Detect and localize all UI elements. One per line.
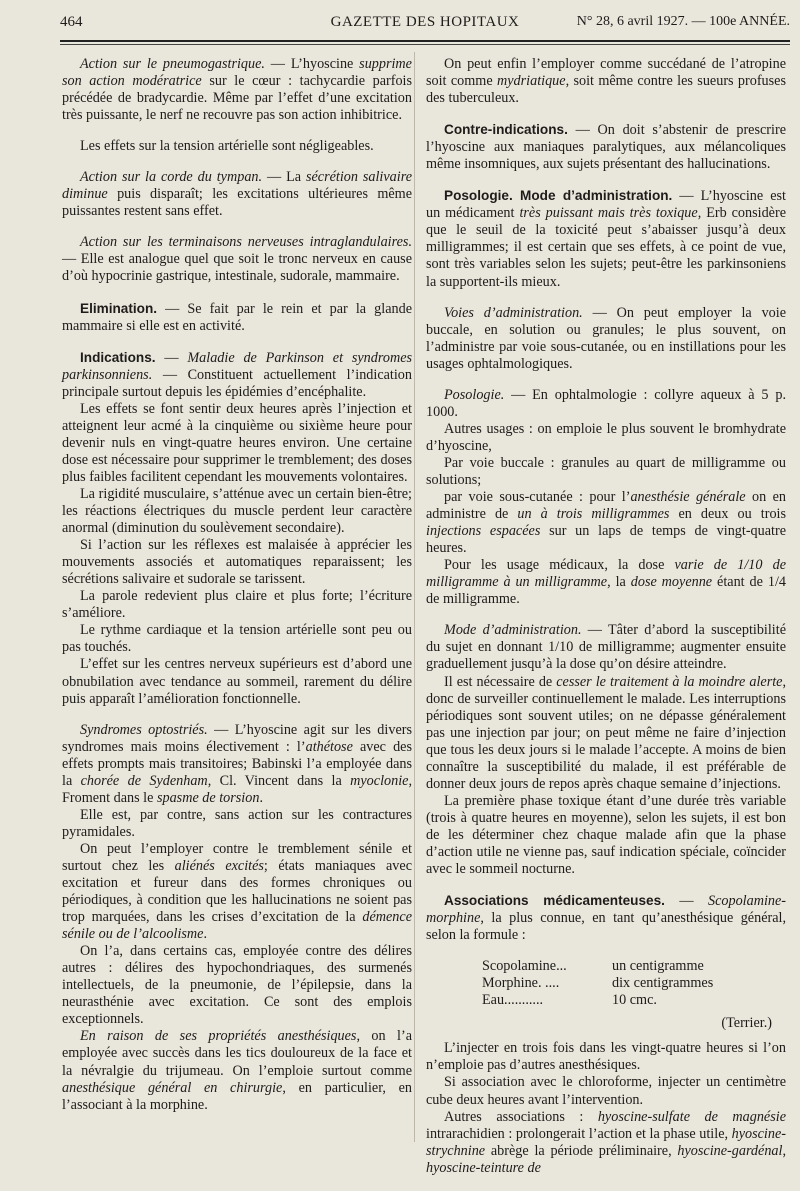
- paragraph: L’injecter en trois fois dans les vingt-quatre heures si l’on n’emploie pas d’autres anesthésiques.: [426, 1040, 786, 1074]
- paragraph: Les effets sur la tension artérielle sont négligeables.: [80, 138, 374, 155]
- page-number: 464: [60, 14, 83, 30]
- paragraph: Elimination. — Se fait par le rein et par la glande mammaire si elle est en activité.: [62, 300, 412, 334]
- paragraph: Contre-indications. — On doit s’abstenir de prescrire l’hyoscine aux maniaques paralytiques, aux mélancoliques même insomniques, aux sujets présentant des hallucinations.: [426, 122, 786, 173]
- paragraph: Action sur les terminaisons nerveuses intraglandulaires. — Elle est analogue quel que soit le tronc nerveux en cause d’où hypocrinie gastrique, intestinale, sudorale, mammaire.: [62, 234, 412, 285]
- left-column: [62, 56, 412, 1128]
- paragraph: Autres usages : on emploie le plus souvent le bromhydrate d’hyoscine,: [426, 420, 786, 454]
- section-heading: Posologie. Mode d’administration.: [444, 188, 673, 204]
- paragraph: Pour les usage médicaux, la dose varie de 1/10 de milligramme à un milligramme, la dose moyenne étant de 1/4 de milligramme.: [426, 557, 786, 608]
- paragraph: La parole redevient plus claire et plus forte; l’écriture s’améliore.: [62, 588, 412, 622]
- section-heading: Indications.: [80, 349, 156, 365]
- paragraph: Posologie. — En ophtalmologie : collyre aqueux à 5 p. 1000.: [426, 386, 786, 420]
- paragraph: La rigidité musculaire, s’atténue avec un certain bien-être; les réactions électriques du muscle perdent leur caractère anormal (diminution du soulèvement secondaire).: [62, 485, 412, 537]
- paragraph: La première phase toxique étant d’une durée très variable (trois à quatre heures en moyenne), selon les sujets, il est bon de les déterminer chez chaque malade afin que la phase d’action utile ne vienne pas, sauf indication spéciale, coïncider avec le sommeil nocturne.: [426, 792, 786, 878]
- header-rule-thin: [60, 44, 790, 45]
- paragraph: Si association avec le chloroforme, injecter un centimètre cube deux heures avant l’intervention.: [426, 1074, 786, 1108]
- paragraph: On peut enfin l’employer comme succédané de l’atropine soit comme mydriatique, soit même contre les sueurs profuses des tuberculeux.: [426, 56, 786, 107]
- header-rule: [60, 40, 790, 42]
- section-heading: Elimination.: [80, 300, 158, 316]
- paragraph: Voies d’administration. — On peut employer la voie buccale, en solution ou granules; le plus souvent, on l’administre par voie sous-cutanée, ou en instillations pour les usages ophtalmologiques.: [426, 304, 786, 372]
- issue-info: N° 28, 6 avril 1927. — 100e ANNÉE.: [576, 14, 790, 29]
- paragraph: Associations médicamenteuses. — Scopolamine-morphine, la plus connue, en tant qu’anesthésique général, selon la formule :: [426, 893, 786, 944]
- formula-row: Scopolamine... un centigramme: [482, 958, 704, 975]
- paragraph: Elle est, par contre, sans action sur les contractures pyramidales.: [62, 806, 412, 840]
- paragraph: En raison de ses propriétés anesthésiques, on l’a employée avec succès dans les tics douloureux de la face et la névralgie du trijumeau. On l’emploie surtout comme anesthésique général en chirurgie, en particulier, en l’associant à la morphine.: [62, 1028, 413, 1113]
- formula-table: [426, 958, 786, 1009]
- paragraph: Les effets se font sentir deux heures après l’injection et atteignent leur acmé à la cinquième ou sixième heure pour devenir nuls en vingt-quatre heures environ. Une certaine dose est nécessaire pour supprimer le tremblement; des doses plus faibles facilitent cependant les mouvements volontaires.: [62, 400, 412, 485]
- paragraph: Syndromes optostriés. — L’hyoscine agit sur les divers syndromes mais moins électivement : l’athétose avec des effets prompts mais transitoires; Babinski l’a employée dans la chorée de Sydenham, Cl. Vincent dans la myoclonie, Froment dans le spasme de torsion.: [62, 721, 412, 806]
- column-divider: [414, 52, 415, 1142]
- section-heading: Associations médicamenteuses.: [444, 893, 665, 909]
- formula-row: Morphine. .... dix centigrammes: [482, 975, 714, 992]
- paragraph: Il est nécessaire de cesser le traitement à la moindre alerte, donc de surveiller continuellement le malade. Les interruptions périodiques sont souvent utiles; on ne dépasse généralement pas une injection par jour; on peut même ne faire d’injection que tous les deux jours si le malade l’accepte. A moins de bien connaître la susceptibilité du malade, il est préférable de donner deux jours de repos après chaque semaine d’injections.: [426, 673, 786, 792]
- formula-reference: (Terrier.): [721, 1015, 772, 1032]
- paragraph: Autres associations : hyoscine-sulfate de magnésie intrarachidien : prolongerait l’action et la phase utile, hyoscine-strychnine abrège la période préliminaire, hyoscine-gardénal, hyoscine-teinture de: [426, 1108, 786, 1176]
- paragraph: Indications. — Maladie de Parkinson et syndromes parkinsonniens. — Constituent actuellement l’indication principale surtout depuis les épidémies d’encéphalite.: [62, 349, 413, 400]
- formula-row: Eau........... 10 cmc.: [482, 992, 657, 1009]
- right-column: [426, 56, 786, 1191]
- paragraph: Le rythme cardiaque et la tension artérielle sont peu ou pas touchés.: [62, 622, 412, 656]
- paragraph: Action sur le pneumogastrique. — L’hyoscine supprime son action modératrice sur le cœur : tachycardie parfois précédée de bradycardie. Même par l’effet d’une excitation très puissante, le nerf ne recouvre pas son action inhibitrice.: [62, 56, 413, 124]
- paragraph: On peut l’employer contre le tremblement sénile et surtout chez les aliénés excités; états maniaques avec excitation et fureur dans des formes chroniques ou périodiques, à condition que les hallucinations ne soient pas trop marquées, dans les crises d’excitation de la démence sénile ou de l’alcoolisme.: [62, 840, 412, 943]
- paragraph: Par voie buccale : granules au quart de milligramme ou solutions;: [426, 454, 786, 488]
- paragraph: par voie sous-cutanée : pour l’anesthésie générale on en administre de un à trois milligrammes en deux ou trois injections espacées sur un laps de temps de vingt-quatre heures.: [426, 489, 786, 557]
- paragraph: Action sur la corde du tympan. — La sécrétion salivaire diminue puis disparaît; les excitations ultérieures même puissantes restent sans effet.: [62, 169, 412, 220]
- page-header: [60, 12, 790, 36]
- paragraph: L’effet sur les centres nerveux supérieurs est d’abord une obnubilation avec tendance au sommeil, rarement du délire puis apparaît l’amélioration fonctionnelle.: [62, 656, 412, 707]
- journal-title: GAZETTE DES HOPITAUX: [330, 14, 520, 30]
- paragraph: Si l’action sur les réflexes est malaisée à apprécier les mouvements associés et automatiques reparaissent; les sécrétions salivaire et sudorale se tarissent.: [62, 537, 412, 588]
- section-heading: Contre-indications.: [444, 122, 568, 138]
- paragraph: Mode d’administration. — Tâter d’abord la susceptibilité du sujet en donnant 1/10 de milligramme; augmenter ensuite graduellement jusqu’à la dose qu’on désire atteindre.: [426, 622, 786, 673]
- paragraph: On l’a, dans certains cas, employée contre des délires autres : délires des hypochondriaques, des surmenés intellectuels, de la pneumonie, de l’épilepsie, dans la neurasthénie avec excitation. Ce sont des emplois exceptionnels.: [62, 943, 412, 1028]
- paragraph: Posologie. Mode d’administration. — L’hyoscine est un médicament très puissant mais très toxique, Erb considère que le seuil de la toxicité peut s’abaisser jusqu’à deux milligrammes; il est certain que ses effets, à ce point de vue, sont très variables selon les sujets; peut-être les parkinsoniens la supportent-ils mieux.: [426, 188, 786, 290]
